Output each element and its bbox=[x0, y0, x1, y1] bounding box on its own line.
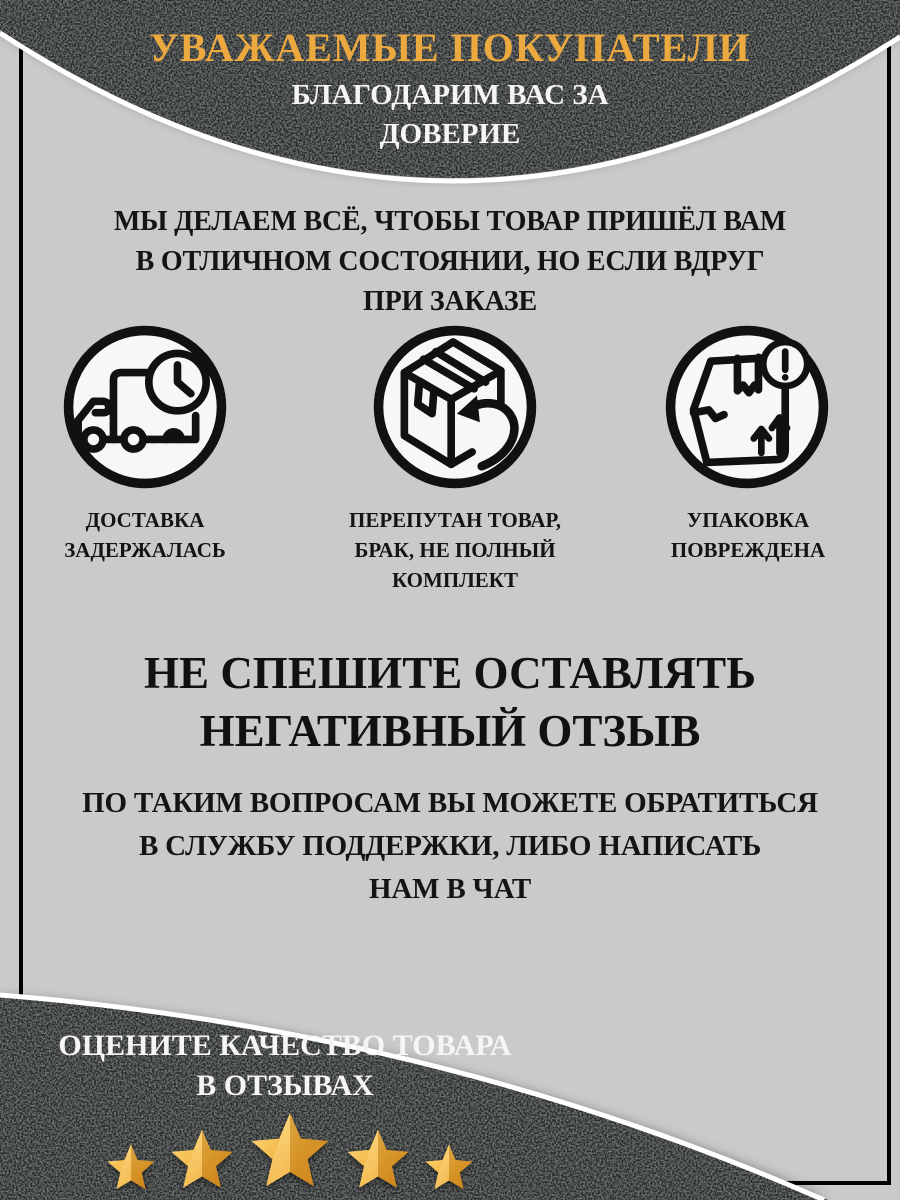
support-text bbox=[0, 782, 900, 911]
rating-star-icon bbox=[246, 1106, 334, 1194]
intro-line: ПРИ ЗАКАЗЕ bbox=[363, 286, 537, 317]
issue-label-line: КОМПЛЕКТ bbox=[391, 568, 519, 592]
footer-title bbox=[0, 1026, 570, 1106]
rating-stars bbox=[30, 1100, 550, 1194]
thanks-subtitle-line: ДОВЕРИЕ bbox=[379, 118, 521, 150]
footer-title-line: ОЦЕНИТЕ КАЧЕСТВО ТОВАРА bbox=[58, 1029, 512, 1062]
intro-line: В ОТЛИЧНОМ СОСТОЯНИИ, НО ЕСЛИ ВДРУГ bbox=[135, 246, 765, 277]
issue-label-wrong-item bbox=[315, 505, 595, 595]
issue-label-damaged bbox=[608, 505, 888, 565]
headline bbox=[0, 644, 900, 760]
issue-label-line: ПЕРЕПУТАН ТОВАР, bbox=[349, 508, 561, 532]
issue-label-line: ДОСТАВКА bbox=[85, 508, 205, 532]
support-line: В СЛУЖБУ ПОДДЕРЖКИ, ЛИБО НАПИСАТЬ bbox=[138, 830, 762, 862]
exclamation-icon bbox=[763, 342, 807, 386]
damaged-package-icon bbox=[661, 321, 833, 493]
headline-line: НЕ СПЕШИТЕ ОСТАВЛЯТЬ bbox=[144, 648, 756, 698]
issue-label-line: ЗАДЕРЖАЛАСЬ bbox=[64, 538, 226, 562]
thanks-subtitle-line: БЛАГОДАРИМ ВАС ЗА bbox=[291, 79, 609, 111]
wrong-item-icon bbox=[369, 321, 541, 493]
thanks-subtitle bbox=[0, 76, 900, 154]
headline-line: НЕГАТИВНЫЙ ОТЗЫВ bbox=[199, 706, 701, 756]
rating-star-icon bbox=[343, 1124, 413, 1194]
delivery-delayed-icon bbox=[59, 321, 231, 493]
intro-text bbox=[0, 202, 900, 322]
intro-line: МЫ ДЕЛАЕМ ВСЁ, ЧТОБЫ ТОВАР ПРИШЁЛ ВАМ bbox=[113, 206, 787, 237]
support-line: ПО ТАКИМ ВОПРОСАМ ВЫ МОЖЕТЕ ОБРАТИТЬСЯ bbox=[82, 787, 818, 819]
dear-customers-title: УВАЖАЕМЫЕ ПОКУПАТЕЛИ bbox=[149, 25, 751, 70]
issue-label-line: УПАКОВКА bbox=[686, 508, 810, 532]
support-line: НАМ В ЧАТ bbox=[369, 873, 531, 905]
issue-label-delivery bbox=[5, 505, 285, 565]
rating-star-icon bbox=[167, 1124, 237, 1194]
issue-label-line: БРАК, НЕ ПОЛНЫЙ bbox=[354, 538, 556, 562]
footer-title-line: В ОТЗЫВАХ bbox=[196, 1069, 374, 1102]
rating-star-icon bbox=[422, 1140, 476, 1194]
clock-icon bbox=[149, 353, 206, 410]
rating-star-icon bbox=[104, 1140, 158, 1194]
issue-label-line: ПОВРЕЖДЕНА bbox=[670, 538, 826, 562]
